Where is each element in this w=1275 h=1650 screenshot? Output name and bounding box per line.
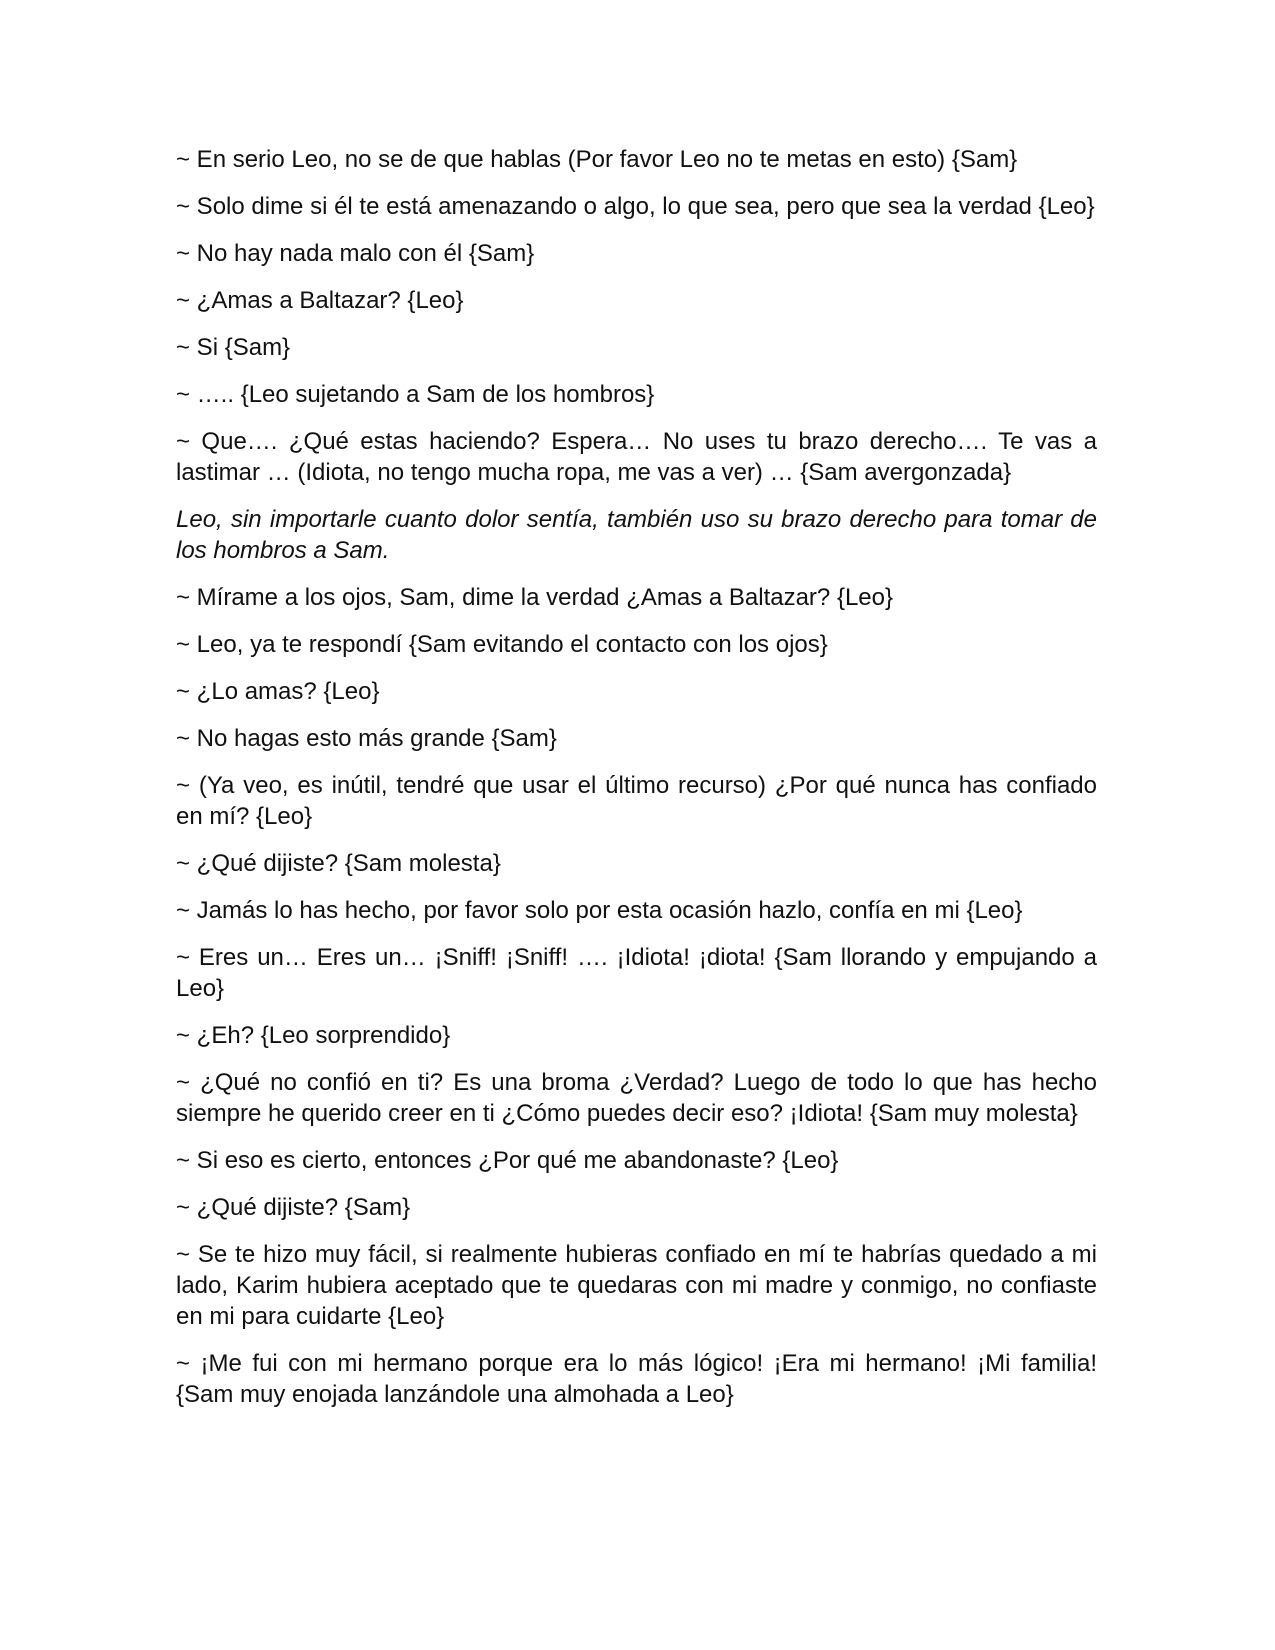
dialogue-line: ~ Se te hizo muy fácil, si realmente hubieras confiado en mí te habrías quedado a mi lado, Karim hubiera aceptado que te quedaras con mi madre y conmigo, no confiaste en mi para cuidarte {Leo} [176,1241,1097,1330]
dialogue-line: ~ No hay nada malo con él {Sam} [176,240,535,267]
dialogue-line: ~ ¿Qué dijiste? {Sam molesta} [176,850,501,877]
dialogue-line: ~ Si {Sam} [176,334,291,361]
dialogue-line: ~ (Ya veo, es inútil, tendré que usar el último recurso) ¿Por qué nunca has confiado en mí? {Leo} [176,772,1097,830]
dialogue-line: ~ ….. {Leo sujetando a Sam de los hombros} [176,381,655,408]
narration-paragraph: Leo, sin importarle cuanto dolor sentía, también uso su brazo derecho para tomar de los hombros a Sam. [176,506,1097,564]
dialogue-line: ~ ¿Qué dijiste? {Sam} [176,1194,411,1221]
dialogue-line: ~ Leo, ya te respondí {Sam evitando el contacto con los ojos} [176,631,828,658]
document-body [176,144,1097,1426]
dialogue-line: ~ En serio Leo, no se de que hablas (Por favor Leo no te metas en esto) {Sam} [176,146,1018,173]
dialogue-line: ~ Si eso es cierto, entonces ¿Por qué me abandonaste? {Leo} [176,1147,839,1174]
dialogue-line: ~ Mírame a los ojos, Sam, dime la verdad ¿Amas a Baltazar? {Leo} [176,584,894,611]
dialogue-line: ~ Que…. ¿Qué estas haciendo? Espera… No uses tu brazo derecho…. Te vas a lastimar … (Idiota, no tengo mucha ropa, me vas a ver) … {Sam avergonzada} [176,428,1097,486]
dialogue-line: ~ Solo dime si él te está amenazando o algo, lo que sea, pero que sea la verdad {Leo} [176,193,1095,220]
dialogue-line: ~ ¿Amas a Baltazar? {Leo} [176,287,464,314]
dialogue-line: ~ Eres un… Eres un… ¡Sniff! ¡Sniff! …. ¡Idiota! ¡diota! {Sam llorando y empujando a Leo} [176,944,1097,1002]
dialogue-line: ~ No hagas esto más grande {Sam} [176,725,557,752]
dialogue-line: ~ ¿Lo amas? {Leo} [176,678,380,705]
dialogue-line: ~ ¿Qué no confió en ti? Es una broma ¿Verdad? Luego de todo lo que has hecho siempre he querido creer en ti ¿Cómo puedes decir eso? ¡Idiota! {Sam muy molesta} [176,1069,1097,1127]
dialogue-line: ~ ¡Me fui con mi hermano porque era lo más lógico! ¡Era mi hermano! ¡Mi familia! {Sam muy enojada lanzándole una almohada a Leo} [176,1350,1097,1408]
dialogue-line: ~ ¿Eh? {Leo sorprendido} [176,1022,451,1049]
dialogue-line: ~ Jamás lo has hecho, por favor solo por esta ocasión hazlo, confía en mi {Leo} [176,897,1023,924]
